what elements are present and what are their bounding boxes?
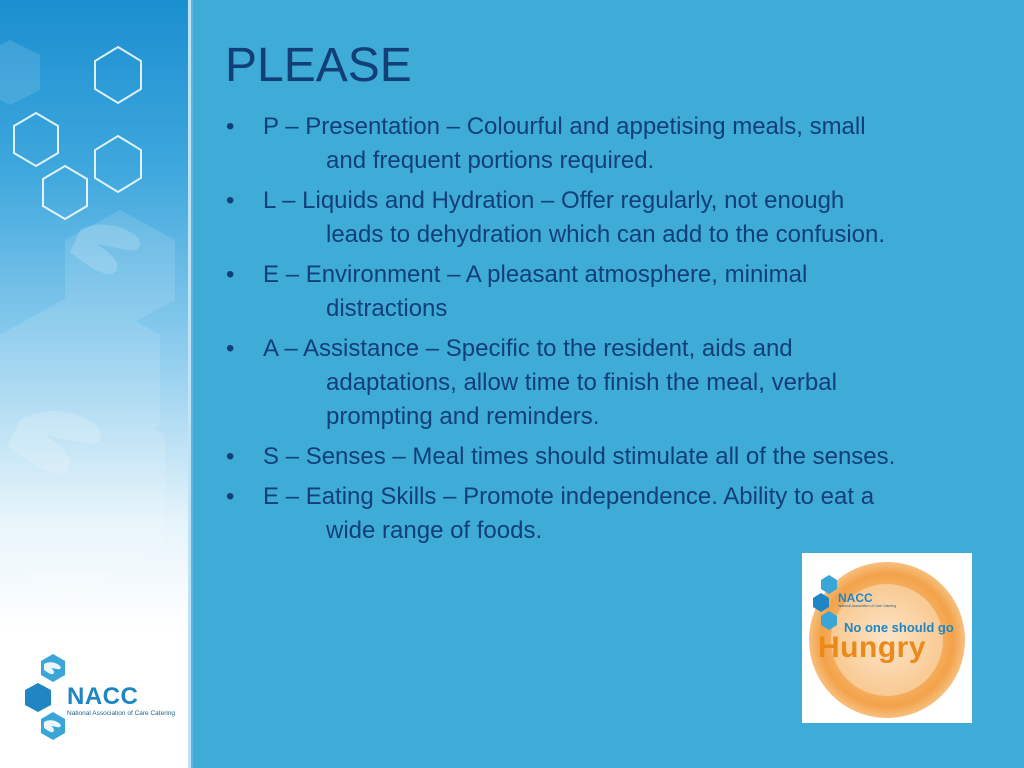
bullet-line: wide range of foods. (326, 517, 543, 544)
bullet-line: E – Eating Skills – Promote independence. Ability to eat a (263, 483, 875, 510)
bullet-line: P – Presentation – Colourful and appetising meals, small (263, 113, 866, 140)
nacc-logo-wordmark: NACC (67, 683, 139, 710)
bullet-list (224, 110, 1024, 554)
no-one-should-go-hungry-badge (802, 553, 972, 723)
bullet-line: leads to dehydration which can add to the confusion. (326, 221, 886, 248)
bullet-item-eating-skills (224, 480, 1024, 548)
bullet-icon: • (226, 483, 235, 510)
bullet-icon: • (226, 335, 235, 362)
bullet-icon: • (226, 261, 235, 288)
bullet-item-environment (224, 258, 1024, 326)
bullet-line: S – Senses – Meal times should stimulate all of the senses. (263, 443, 896, 470)
bullet-line: L – Liquids and Hydration – Offer regularly, not enough (263, 187, 845, 214)
decorative-sidebar (0, 0, 188, 768)
nacc-logo-subtitle: National Association of Care Catering (67, 710, 176, 717)
bullet-icon: • (226, 113, 235, 140)
nacc-hexagon-logo-icon (22, 652, 72, 746)
bullet-item-senses (224, 440, 1024, 474)
nacc-logo (22, 652, 188, 746)
sidebar-divider-shadow (191, 0, 193, 768)
bullet-item-assistance (224, 332, 1024, 434)
bullet-icon: • (226, 443, 235, 470)
bullet-line: and frequent portions required. (326, 147, 655, 174)
bullet-line: distractions (326, 295, 448, 322)
badge-nacc-subtitle: National Association of Care Catering (838, 604, 897, 608)
bullet-line: E – Environment – A pleasant atmosphere, minimal (263, 261, 808, 288)
bullet-item-liquids (224, 184, 1024, 252)
badge-nacc-wordmark: NACC (838, 591, 873, 605)
bullet-line: adaptations, allow time to finish the meal, verbal (326, 369, 837, 396)
slide-title: PLEASE (225, 39, 412, 92)
bullet-icon: • (226, 187, 235, 214)
badge-slogan-hungry: Hungry (818, 631, 926, 664)
bullet-item-presentation (224, 110, 1024, 178)
badge-slogan-line1: No one should go (844, 620, 954, 635)
bullet-line: A – Assistance – Specific to the resident, aids and (263, 335, 793, 362)
bullet-line: prompting and reminders. (326, 403, 600, 430)
